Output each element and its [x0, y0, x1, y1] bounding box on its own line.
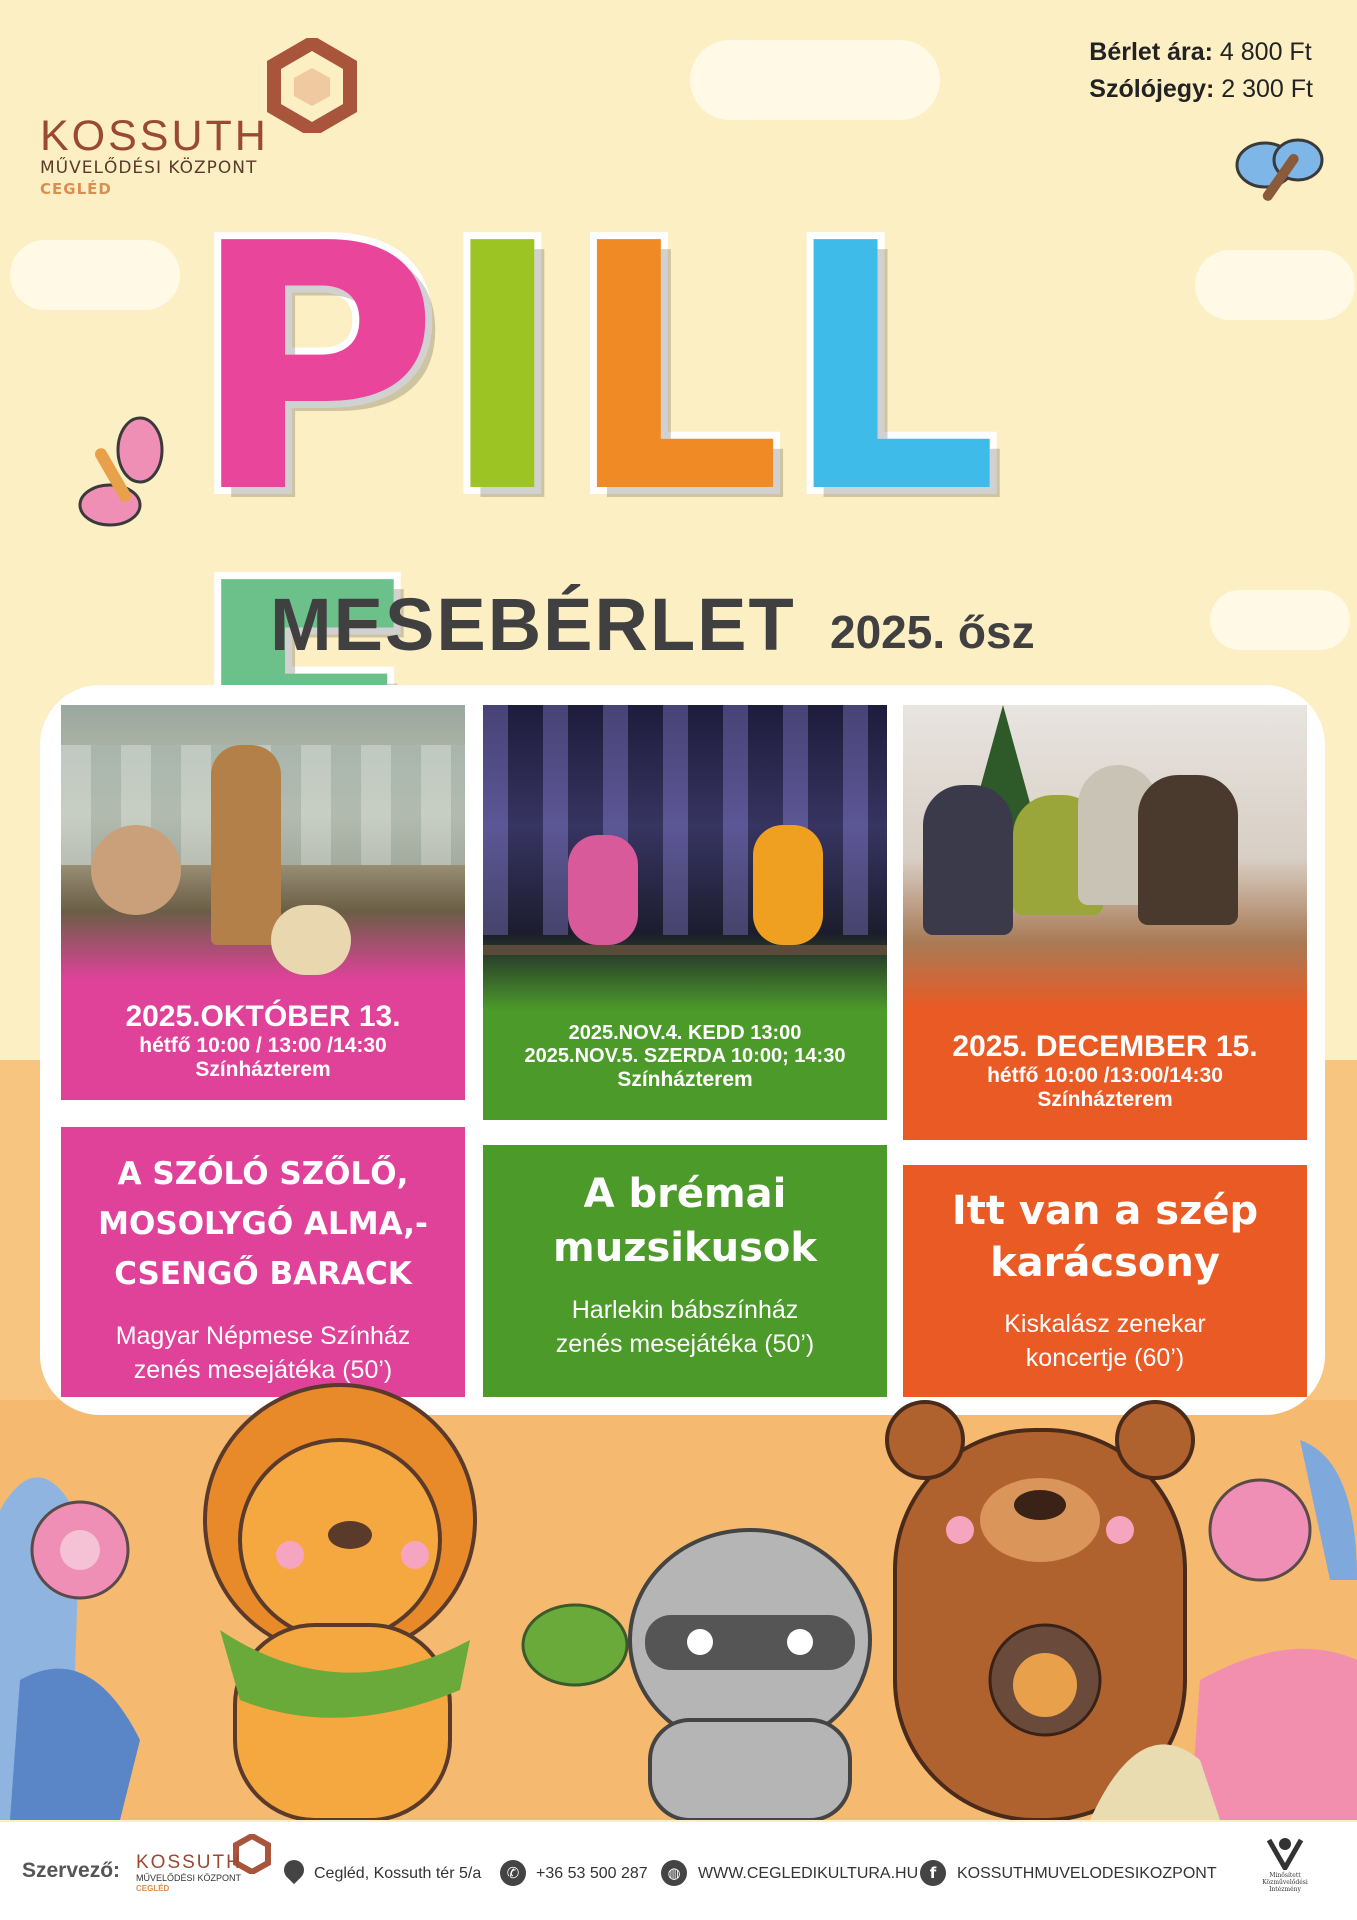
logo-city: CEGLÉD	[40, 180, 112, 198]
organizer-label: Szervező:	[22, 1859, 121, 1882]
footer-logo-city: CEGLÉD	[136, 1884, 170, 1893]
title-letter-l: L	[782, 172, 1000, 568]
quality-badge-icon	[1265, 1834, 1305, 1870]
event-title-box-2	[483, 1145, 887, 1397]
event-venue: Színházterem	[195, 1058, 331, 1081]
event-title-box-1	[61, 1127, 465, 1397]
event-title-line: A brémai	[583, 1171, 787, 1217]
event-title-line: muzsikusok	[553, 1225, 817, 1271]
flower-icon	[1210, 1480, 1310, 1580]
event-times: hétfő 10:00 / 13:00 /14:30	[139, 1034, 387, 1057]
globe-icon: ◍	[661, 1860, 687, 1886]
event-date: 2025.OKTÓBER 13.	[125, 1000, 401, 1033]
title-letter-l: L	[565, 172, 783, 568]
badge-line: Minősített	[1269, 1872, 1301, 1879]
footer-phone[interactable]: +36 53 500 287	[536, 1865, 648, 1882]
event-description: Kiskalász zenekar	[1004, 1310, 1206, 1338]
event-photo-3	[903, 705, 1307, 1010]
event-date: 2025.NOV.5. SZERDA 10:00; 14:30	[524, 1045, 846, 1067]
event-photo-2	[483, 705, 887, 1010]
cloud	[10, 240, 180, 310]
event-description: Magyar Népmese Színház	[115, 1322, 411, 1350]
butterfly-icon	[55, 410, 175, 540]
title-letter-i: I	[439, 172, 566, 568]
snake-icon	[523, 1605, 627, 1685]
event-title-line: CSENGŐ BARACK	[114, 1256, 412, 1292]
event-description: zenés mesejátéka (50’)	[555, 1330, 815, 1358]
facebook-icon: f	[920, 1860, 946, 1886]
event-photo-1	[61, 705, 465, 980]
footer-facebook[interactable]: KOSSUTHMUVELODESIKOZPONT	[957, 1865, 1217, 1882]
event-info-2	[483, 1010, 887, 1120]
cloud	[1195, 250, 1355, 320]
footer-logo-name: KOSSUTH	[136, 1852, 242, 1873]
event-venue: Színházterem	[617, 1068, 753, 1091]
footer-website[interactable]: WWW.CEGLEDIKULTURA.HU	[698, 1865, 919, 1882]
butterfly-icon	[1230, 120, 1330, 230]
event-date: 2025. DECEMBER 15.	[952, 1030, 1258, 1063]
single-ticket-price: 2 300 Ft	[1221, 75, 1313, 103]
quality-badge	[1255, 1872, 1315, 1893]
event-title-line: A SZÓLÓ SZŐLŐ,	[117, 1156, 409, 1192]
main-title	[190, 172, 1210, 568]
badge-line: Közművelődési	[1262, 1879, 1308, 1886]
event-venue: Színházterem	[1037, 1088, 1173, 1111]
price-info	[1089, 34, 1313, 108]
event-description: Harlekin bábszínház	[571, 1296, 799, 1324]
season-label: 2025. ősz	[830, 606, 1035, 658]
season-ticket-price: 4 800 Ft	[1219, 38, 1312, 66]
subtitle: MESEBÉRLET	[270, 583, 796, 666]
single-ticket-label: Szólójegy:	[1089, 75, 1215, 103]
cloud	[690, 40, 940, 120]
event-title-line: MOSOLYGÓ ALMA,-	[98, 1206, 428, 1242]
animal-illustration	[0, 1380, 1357, 1820]
event-title-line: Itt van a szép	[951, 1188, 1259, 1234]
badge-line: Intézmény	[1269, 1886, 1301, 1893]
event-times: hétfő 10:00 /13:00/14:30	[987, 1064, 1223, 1087]
footer-logo-subtitle: MŰVELŐDÉSI KÖZPONT	[136, 1873, 242, 1883]
logo-subtitle: MŰVELŐDÉSI KÖZPONT	[40, 158, 258, 178]
event-date: 2025.NOV.4. KEDD 13:00	[568, 1022, 802, 1044]
phone-icon: ✆	[500, 1860, 526, 1886]
event-info-3	[903, 1010, 1307, 1140]
event-info-1	[61, 980, 465, 1100]
event-description: zenés mesejátéka (50’)	[133, 1356, 393, 1384]
cloud	[1210, 590, 1350, 650]
event-title-line: karácsony	[990, 1240, 1220, 1286]
season-ticket-label: Bérlet ára:	[1089, 38, 1213, 66]
logo-name: KOSSUTH	[40, 112, 269, 160]
event-title-box-3	[903, 1165, 1307, 1397]
kossuth-logo-icon	[262, 38, 362, 133]
footer-address: Cegléd, Kossuth tér 5/a	[314, 1865, 482, 1882]
title-letter-p: P	[190, 172, 440, 568]
event-description: koncertje (60’)	[1025, 1344, 1185, 1372]
